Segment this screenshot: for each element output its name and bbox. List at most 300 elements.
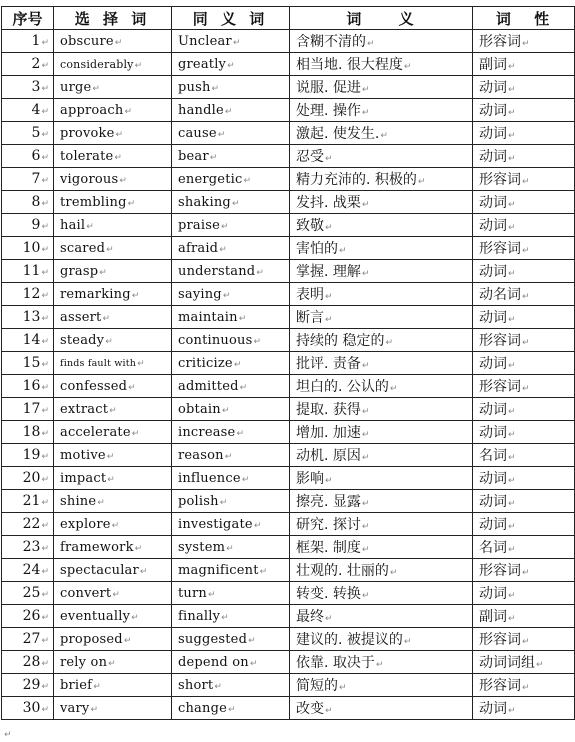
synonym-cell bbox=[172, 53, 290, 76]
part-of-speech-cell bbox=[473, 53, 575, 76]
part-of-speech-cell bbox=[473, 674, 575, 697]
part-of-speech-text: 动词 bbox=[479, 195, 507, 211]
meaning-cell bbox=[290, 168, 473, 191]
paragraph-mark: ↵ bbox=[127, 198, 136, 209]
part-of-speech-text: 形容词 bbox=[479, 379, 521, 395]
paragraph-mark: ↵ bbox=[139, 566, 148, 577]
paragraph-mark: ↵ bbox=[389, 568, 398, 578]
selected-word-text: assert bbox=[60, 309, 102, 325]
paragraph-mark: ↵ bbox=[522, 568, 530, 578]
row-number-cell bbox=[2, 513, 54, 536]
part-of-speech-cell bbox=[473, 697, 575, 720]
paragraph-mark: ↵ bbox=[41, 337, 49, 347]
synonym-cell bbox=[172, 352, 290, 375]
selected-word-text: tolerate bbox=[60, 148, 114, 164]
paragraph-mark: ↵ bbox=[41, 452, 49, 462]
selected-word-text: grasp bbox=[60, 263, 99, 279]
part-of-speech-cell bbox=[473, 30, 575, 53]
row-number-cell bbox=[2, 122, 54, 145]
part-of-speech-text: 动词 bbox=[479, 701, 507, 717]
synonym-cell bbox=[172, 467, 290, 490]
meaning-text: 掌握. 理解 bbox=[296, 264, 361, 280]
header-pos: 词 性 bbox=[473, 7, 575, 30]
table-row bbox=[2, 306, 575, 329]
synonym-cell bbox=[172, 490, 290, 513]
paragraph-mark: ↵ bbox=[209, 152, 218, 163]
synonym-cell bbox=[172, 122, 290, 145]
meaning-cell bbox=[290, 237, 473, 260]
table-row bbox=[2, 651, 575, 674]
row-number-cell bbox=[2, 490, 54, 513]
synonym-cell bbox=[172, 628, 290, 651]
meaning-text: 表明 bbox=[296, 287, 324, 303]
paragraph-mark: ↵ bbox=[325, 154, 333, 164]
selected-word-cell bbox=[54, 191, 172, 214]
part-of-speech-text: 动名词 bbox=[479, 287, 521, 303]
row-number-text: 11 bbox=[22, 263, 41, 279]
paragraph-mark: ↵ bbox=[522, 292, 530, 302]
meaning-cell bbox=[290, 145, 473, 168]
row-number-cell bbox=[2, 582, 54, 605]
part-of-speech-cell bbox=[473, 283, 575, 306]
synonym-cell bbox=[172, 513, 290, 536]
meaning-text: 壮观的. 壮丽的 bbox=[296, 563, 389, 579]
paragraph-mark: ↵ bbox=[361, 108, 370, 118]
table-row bbox=[2, 536, 575, 559]
paragraph-mark: ↵ bbox=[106, 244, 114, 255]
part-of-speech-text: 形容词 bbox=[479, 678, 521, 694]
synonym-cell bbox=[172, 674, 290, 697]
selected-word-cell bbox=[54, 168, 172, 191]
selected-word-text: rely on bbox=[60, 654, 108, 670]
part-of-speech-cell bbox=[473, 168, 575, 191]
meaning-text: 发抖. 战栗 bbox=[296, 195, 361, 211]
selected-word-text: vary bbox=[60, 700, 90, 716]
selected-word-cell bbox=[54, 306, 172, 329]
synonym-cell bbox=[172, 605, 290, 628]
part-of-speech-text: 动词 bbox=[479, 218, 507, 234]
part-of-speech-cell bbox=[473, 329, 575, 352]
document-end-mark: ↵ bbox=[4, 730, 12, 740]
row-number-text: 18 bbox=[22, 424, 41, 440]
header-meaning: 词 义 bbox=[290, 7, 473, 30]
row-number-cell bbox=[2, 283, 54, 306]
row-number-cell bbox=[2, 214, 54, 237]
paragraph-mark: ↵ bbox=[41, 659, 49, 669]
part-of-speech-cell bbox=[473, 559, 575, 582]
table-row bbox=[2, 490, 575, 513]
selected-word-text: scared bbox=[60, 240, 106, 256]
synonym-cell bbox=[172, 444, 290, 467]
table-row bbox=[2, 168, 575, 191]
synonym-cell bbox=[172, 582, 290, 605]
row-number-text: 28 bbox=[22, 654, 41, 670]
row-number-cell bbox=[2, 651, 54, 674]
synonym-text: maintain bbox=[178, 309, 238, 325]
paragraph-mark: ↵ bbox=[508, 499, 516, 509]
table-row bbox=[2, 191, 575, 214]
row-number-text: 30 bbox=[22, 700, 41, 716]
paragraph-mark: ↵ bbox=[508, 62, 516, 72]
paragraph-mark: ↵ bbox=[367, 39, 375, 49]
paragraph-mark: ↵ bbox=[325, 706, 333, 716]
selected-word-cell bbox=[54, 490, 172, 513]
paragraph-mark: ↵ bbox=[249, 658, 258, 669]
table-row bbox=[2, 283, 575, 306]
selected-word-text: finds fault with bbox=[60, 357, 137, 369]
paragraph-mark: ↵ bbox=[211, 83, 220, 94]
paragraph-mark: ↵ bbox=[41, 590, 49, 600]
paragraph-mark: ↵ bbox=[522, 683, 530, 693]
table-row bbox=[2, 628, 575, 651]
selected-word-text: impact bbox=[60, 470, 107, 486]
part-of-speech-text: 动词 bbox=[479, 310, 507, 326]
paragraph-mark: ↵ bbox=[111, 520, 120, 531]
meaning-text: 擦亮. 显露 bbox=[296, 494, 361, 510]
synonym-text: depend on bbox=[178, 654, 249, 670]
part-of-speech-cell bbox=[473, 536, 575, 559]
part-of-speech-cell bbox=[473, 352, 575, 375]
table-row bbox=[2, 329, 575, 352]
selected-word-text: vigorous bbox=[60, 171, 119, 187]
part-of-speech-cell bbox=[473, 421, 575, 444]
paragraph-mark: ↵ bbox=[241, 474, 250, 485]
paragraph-mark: ↵ bbox=[228, 704, 236, 715]
selected-word-cell bbox=[54, 421, 172, 444]
row-number-text: 21 bbox=[22, 493, 41, 509]
meaning-text: 坦白的. 公认的 bbox=[296, 379, 389, 395]
synonym-text: increase bbox=[178, 424, 236, 440]
synonym-text: polish bbox=[178, 493, 219, 509]
paragraph-mark: ↵ bbox=[508, 200, 516, 210]
selected-word-cell bbox=[54, 444, 172, 467]
synonym-text: greatly bbox=[178, 56, 227, 72]
synonym-text: reason bbox=[178, 447, 224, 463]
selected-word-text: urge bbox=[60, 79, 92, 95]
meaning-text: 忍受 bbox=[296, 149, 324, 165]
synonym-text: finally bbox=[178, 608, 221, 624]
row-number-text: 16 bbox=[22, 378, 41, 394]
meaning-cell bbox=[290, 191, 473, 214]
vocabulary-table bbox=[1, 6, 575, 720]
synonym-cell bbox=[172, 375, 290, 398]
paragraph-mark: ↵ bbox=[41, 245, 49, 255]
row-number-cell bbox=[2, 99, 54, 122]
part-of-speech-text: 动词 bbox=[479, 517, 507, 533]
synonym-text: saying bbox=[178, 286, 222, 302]
paragraph-mark: ↵ bbox=[508, 430, 516, 440]
table-row bbox=[2, 30, 575, 53]
synonym-text: suggested bbox=[178, 631, 248, 647]
table-row bbox=[2, 421, 575, 444]
paragraph-mark: ↵ bbox=[508, 269, 516, 279]
paragraph-mark: ↵ bbox=[239, 382, 248, 393]
row-number-cell bbox=[2, 30, 54, 53]
table-row bbox=[2, 513, 575, 536]
part-of-speech-cell bbox=[473, 490, 575, 513]
part-of-speech-cell bbox=[473, 145, 575, 168]
meaning-text: 最终 bbox=[296, 609, 324, 625]
paragraph-mark: ↵ bbox=[508, 131, 516, 141]
synonym-cell bbox=[172, 99, 290, 122]
meaning-cell bbox=[290, 30, 473, 53]
row-number-text: 27 bbox=[22, 631, 41, 647]
synonym-cell bbox=[172, 168, 290, 191]
paragraph-mark: ↵ bbox=[41, 61, 49, 71]
paragraph-mark: ↵ bbox=[361, 361, 370, 371]
part-of-speech-text: 动词 bbox=[479, 425, 507, 441]
paragraph-mark: ↵ bbox=[41, 613, 49, 623]
paragraph-mark: ↵ bbox=[375, 660, 384, 670]
synonym-text: change bbox=[178, 700, 227, 716]
row-number-text: 22 bbox=[22, 516, 41, 532]
paragraph-mark: ↵ bbox=[325, 476, 333, 486]
row-number-cell bbox=[2, 352, 54, 375]
paragraph-mark: ↵ bbox=[403, 637, 412, 647]
meaning-cell bbox=[290, 697, 473, 720]
part-of-speech-cell bbox=[473, 651, 575, 674]
row-number-text: 1 bbox=[31, 33, 41, 49]
table-row bbox=[2, 99, 575, 122]
part-of-speech-text: 动词 bbox=[479, 80, 507, 96]
synonym-cell bbox=[172, 306, 290, 329]
row-number-cell bbox=[2, 237, 54, 260]
paragraph-mark: ↵ bbox=[108, 658, 116, 669]
synonym-text: influence bbox=[178, 470, 241, 486]
meaning-text: 相当地. 很大程度 bbox=[296, 57, 403, 73]
row-number-text: 14 bbox=[22, 332, 41, 348]
row-number-text: 13 bbox=[22, 309, 41, 325]
table-row bbox=[2, 237, 575, 260]
part-of-speech-cell bbox=[473, 582, 575, 605]
meaning-text: 动机. 原因 bbox=[296, 448, 361, 464]
selected-word-cell bbox=[54, 697, 172, 720]
part-of-speech-text: 动词 bbox=[479, 402, 507, 418]
paragraph-mark: ↵ bbox=[361, 200, 370, 210]
selected-word-text: motive bbox=[60, 447, 106, 463]
synonym-text: short bbox=[178, 677, 214, 693]
selected-word-cell bbox=[54, 76, 172, 99]
table-row bbox=[2, 122, 575, 145]
paragraph-mark: ↵ bbox=[508, 154, 516, 164]
row-number-text: 29 bbox=[22, 677, 41, 693]
paragraph-mark: ↵ bbox=[41, 429, 49, 439]
selected-word-cell bbox=[54, 467, 172, 490]
paragraph-mark: ↵ bbox=[41, 475, 49, 485]
paragraph-mark: ↵ bbox=[361, 269, 370, 279]
paragraph-mark: ↵ bbox=[231, 198, 240, 209]
paragraph-mark: ↵ bbox=[385, 338, 393, 348]
synonym-text: Unclear bbox=[178, 33, 232, 49]
paragraph-mark: ↵ bbox=[41, 383, 49, 393]
paragraph-mark: ↵ bbox=[92, 83, 101, 94]
meaning-cell bbox=[290, 76, 473, 99]
paragraph-mark: ↵ bbox=[361, 522, 370, 532]
meaning-text: 激起. 使发生. bbox=[296, 126, 380, 142]
paragraph-mark: ↵ bbox=[112, 589, 121, 600]
part-of-speech-cell bbox=[473, 260, 575, 283]
table-row bbox=[2, 214, 575, 237]
synonym-cell bbox=[172, 237, 290, 260]
paragraph-mark: ↵ bbox=[41, 84, 49, 94]
synonym-text: push bbox=[178, 79, 211, 95]
selected-word-text: shine bbox=[60, 493, 97, 509]
selected-word-cell bbox=[54, 674, 172, 697]
paragraph-mark: ↵ bbox=[508, 706, 516, 716]
paragraph-mark: ↵ bbox=[361, 85, 370, 95]
row-number-cell bbox=[2, 398, 54, 421]
row-number-cell bbox=[2, 605, 54, 628]
paragraph-mark: ↵ bbox=[224, 451, 233, 462]
part-of-speech-cell bbox=[473, 628, 575, 651]
paragraph-mark: ↵ bbox=[522, 39, 530, 49]
selected-word-text: spectacular bbox=[60, 562, 139, 578]
selected-word-cell bbox=[54, 122, 172, 145]
paragraph-mark: ↵ bbox=[124, 106, 133, 117]
part-of-speech-cell bbox=[473, 191, 575, 214]
selected-word-cell bbox=[54, 628, 172, 651]
synonym-cell bbox=[172, 398, 290, 421]
row-number-cell bbox=[2, 674, 54, 697]
paragraph-mark: ↵ bbox=[41, 636, 49, 646]
synonym-text: criticize bbox=[178, 355, 233, 371]
selected-word-text: extract bbox=[60, 401, 109, 417]
selected-word-cell bbox=[54, 398, 172, 421]
synonym-cell bbox=[172, 191, 290, 214]
paragraph-mark: ↵ bbox=[522, 637, 530, 647]
part-of-speech-cell bbox=[473, 375, 575, 398]
synonym-text: handle bbox=[178, 102, 224, 118]
meaning-cell bbox=[290, 214, 473, 237]
paragraph-mark: ↵ bbox=[508, 407, 516, 417]
meaning-cell bbox=[290, 306, 473, 329]
part-of-speech-text: 名词 bbox=[479, 448, 507, 464]
synonym-cell bbox=[172, 697, 290, 720]
part-of-speech-text: 形容词 bbox=[479, 172, 521, 188]
part-of-speech-text: 形容词 bbox=[479, 563, 521, 579]
paragraph-mark: ↵ bbox=[361, 430, 370, 440]
part-of-speech-cell bbox=[473, 99, 575, 122]
paragraph-mark: ↵ bbox=[325, 292, 333, 302]
paragraph-mark: ↵ bbox=[41, 360, 49, 370]
meaning-cell bbox=[290, 122, 473, 145]
synonym-text: admitted bbox=[178, 378, 239, 394]
meaning-text: 害怕的 bbox=[296, 241, 338, 257]
paragraph-mark: ↵ bbox=[41, 176, 49, 186]
paragraph-mark: ↵ bbox=[508, 453, 516, 463]
paragraph-mark: ↵ bbox=[248, 635, 256, 646]
paragraph-mark: ↵ bbox=[325, 614, 333, 624]
paragraph-mark: ↵ bbox=[41, 153, 49, 163]
table-row bbox=[2, 260, 575, 283]
meaning-text: 处理. 操作 bbox=[296, 103, 361, 119]
meaning-text: 依靠. 取决于 bbox=[296, 655, 375, 671]
paragraph-mark: ↵ bbox=[236, 428, 245, 439]
paragraph-mark: ↵ bbox=[221, 221, 229, 232]
meaning-cell bbox=[290, 260, 473, 283]
paragraph-mark: ↵ bbox=[114, 37, 123, 48]
paragraph-mark: ↵ bbox=[361, 499, 370, 509]
header-synonym: 同 义 词 bbox=[172, 7, 290, 30]
meaning-cell bbox=[290, 352, 473, 375]
selected-word-text: eventually bbox=[60, 608, 131, 624]
header-word: 选 择 词 bbox=[54, 7, 172, 30]
table-row bbox=[2, 674, 575, 697]
synonym-text: system bbox=[178, 539, 226, 555]
row-number-text: 17 bbox=[22, 401, 41, 417]
paragraph-mark: ↵ bbox=[232, 37, 241, 48]
row-number-cell bbox=[2, 628, 54, 651]
paragraph-mark: ↵ bbox=[238, 313, 247, 324]
selected-word-cell bbox=[54, 536, 172, 559]
synonym-cell bbox=[172, 30, 290, 53]
part-of-speech-text: 动词 bbox=[479, 494, 507, 510]
paragraph-mark: ↵ bbox=[339, 683, 347, 693]
paragraph-mark: ↵ bbox=[339, 246, 347, 256]
selected-word-text: accelerate bbox=[60, 424, 131, 440]
paragraph-mark: ↵ bbox=[361, 453, 370, 463]
part-of-speech-text: 副词 bbox=[479, 609, 507, 625]
selected-word-cell bbox=[54, 352, 172, 375]
table-row bbox=[2, 76, 575, 99]
table-row bbox=[2, 559, 575, 582]
paragraph-mark: ↵ bbox=[214, 681, 223, 692]
meaning-cell bbox=[290, 559, 473, 582]
part-of-speech-text: 动词 bbox=[479, 471, 507, 487]
selected-word-cell bbox=[54, 559, 172, 582]
paragraph-mark: ↵ bbox=[508, 545, 516, 555]
synonym-cell bbox=[172, 260, 290, 283]
part-of-speech-cell bbox=[473, 306, 575, 329]
paragraph-mark: ↵ bbox=[131, 428, 140, 439]
paragraph-mark: ↵ bbox=[522, 338, 530, 348]
selected-word-cell bbox=[54, 30, 172, 53]
table-row bbox=[2, 53, 575, 76]
part-of-speech-text: 形容词 bbox=[479, 241, 521, 257]
paragraph-mark: ↵ bbox=[222, 290, 231, 301]
selected-word-cell bbox=[54, 145, 172, 168]
part-of-speech-text: 副词 bbox=[479, 57, 507, 73]
table-row bbox=[2, 444, 575, 467]
paragraph-mark: ↵ bbox=[131, 290, 140, 301]
table-row bbox=[2, 697, 575, 720]
synonym-text: cause bbox=[178, 125, 217, 141]
paragraph-mark: ↵ bbox=[417, 177, 426, 187]
row-number-text: 9 bbox=[31, 217, 41, 233]
paragraph-mark: ↵ bbox=[403, 62, 412, 72]
paragraph-mark: ↵ bbox=[508, 591, 516, 601]
paragraph-mark: ↵ bbox=[86, 221, 94, 232]
part-of-speech-cell bbox=[473, 467, 575, 490]
paragraph-mark: ↵ bbox=[41, 268, 49, 278]
paragraph-mark: ↵ bbox=[114, 152, 123, 163]
meaning-cell bbox=[290, 651, 473, 674]
selected-word-cell bbox=[54, 53, 172, 76]
meaning-text: 增加. 加速 bbox=[296, 425, 361, 441]
paragraph-mark: ↵ bbox=[380, 131, 388, 141]
paragraph-mark: ↵ bbox=[128, 382, 136, 393]
part-of-speech-text: 形容词 bbox=[479, 34, 521, 50]
row-number-cell bbox=[2, 145, 54, 168]
paragraph-mark: ↵ bbox=[256, 267, 265, 278]
meaning-cell bbox=[290, 375, 473, 398]
selected-word-text: considerably bbox=[60, 57, 134, 71]
paragraph-mark: ↵ bbox=[41, 567, 49, 577]
header-num: 序号 bbox=[2, 7, 54, 30]
paragraph-mark: ↵ bbox=[134, 60, 143, 71]
paragraph-mark: ↵ bbox=[508, 361, 516, 371]
table-body bbox=[2, 30, 575, 720]
